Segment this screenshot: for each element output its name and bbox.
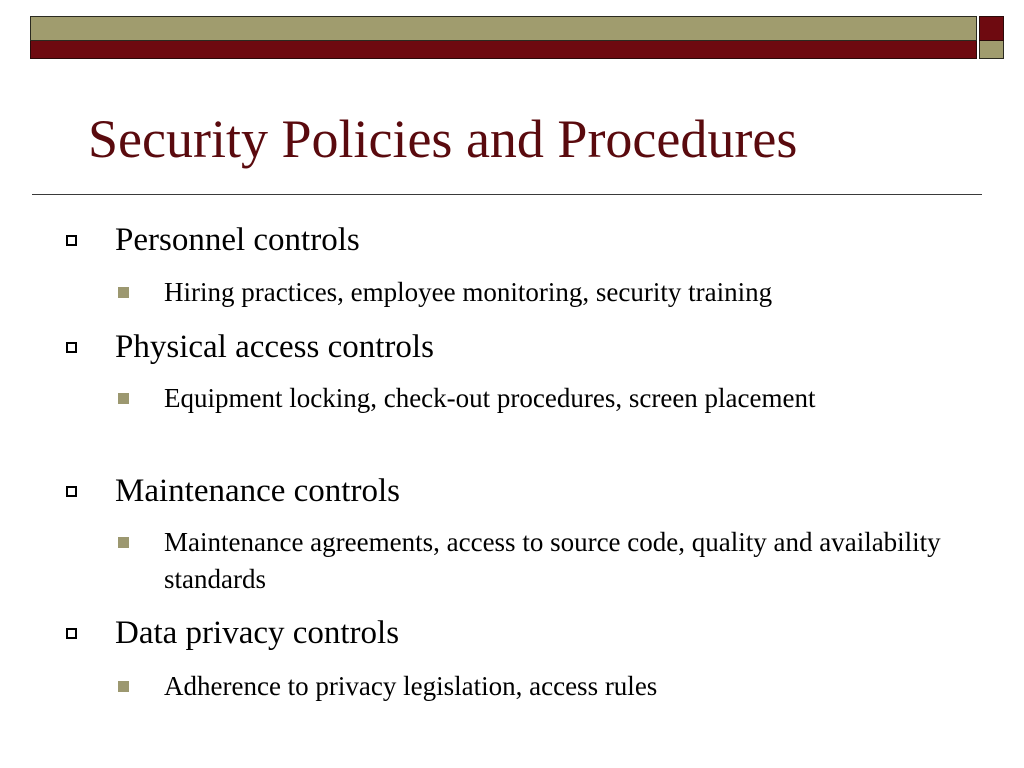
header-decoration-bar	[30, 16, 1004, 59]
hollow-square-bullet-icon	[66, 486, 77, 497]
hollow-square-bullet-icon	[66, 628, 77, 639]
sub-bullet-personnel: Hiring practices, employee monitoring, security training	[164, 277, 773, 307]
sub-bullet-data-privacy: Adherence to privacy legislation, access rules	[164, 671, 658, 701]
title-divider	[32, 194, 982, 195]
header-olive-band	[30, 16, 977, 41]
header-maroon-band	[30, 41, 977, 59]
header-olive-square	[979, 41, 1004, 59]
header-maroon-square	[979, 16, 1004, 41]
filled-square-bullet-icon	[118, 287, 129, 298]
slide-title: Security Policies and Procedures	[88, 109, 798, 169]
bullet-physical-access-controls: Physical access controls	[115, 329, 434, 365]
bullet-maintenance-controls: Maintenance controls	[115, 473, 400, 509]
filled-square-bullet-icon	[118, 537, 129, 548]
hollow-square-bullet-icon	[66, 235, 77, 246]
filled-square-bullet-icon	[118, 393, 129, 404]
sub-bullet-physical-access: Equipment locking, check-out procedures, screen placement	[164, 383, 816, 413]
bullet-personnel-controls: Personnel controls	[115, 222, 360, 258]
sub-bullet-maintenance: Maintenance agreements, access to source code, quality and availability standards	[164, 527, 941, 594]
bullet-data-privacy-controls: Data privacy controls	[115, 615, 400, 651]
filled-square-bullet-icon	[118, 681, 129, 692]
hollow-square-bullet-icon	[66, 342, 77, 353]
